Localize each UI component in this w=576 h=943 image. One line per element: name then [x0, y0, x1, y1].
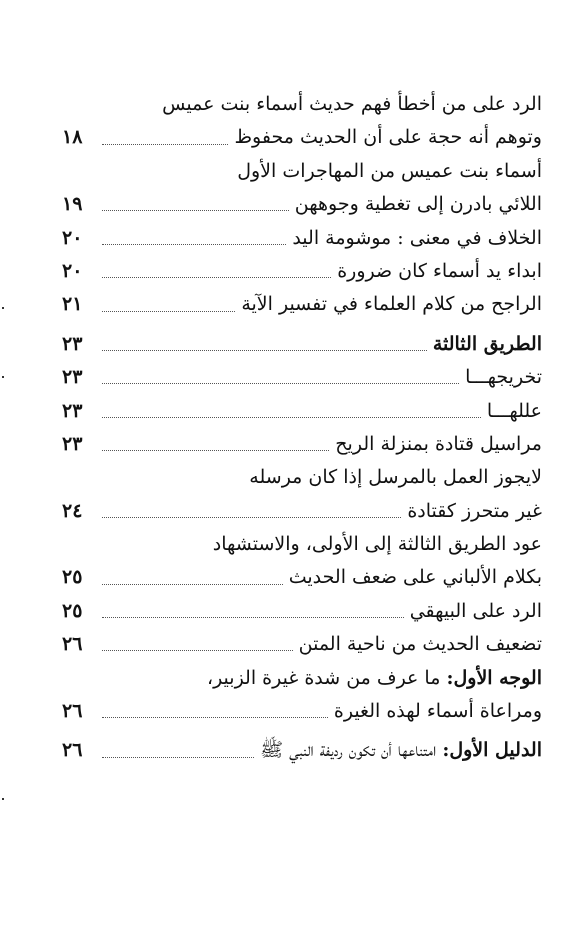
toc-page-number: ٢٣ [62, 366, 83, 389]
toc-entry [62, 395, 542, 428]
toc-section-heading [62, 328, 542, 361]
scan-speck [2, 307, 4, 309]
dot-leader [102, 717, 328, 718]
toc-page-number: ٢٣ [62, 399, 83, 422]
toc-entry [62, 255, 542, 288]
dot-leader [102, 383, 459, 384]
toc-entry-title: وتوهم أنه حجة على أن الحديث محفوظ [234, 126, 542, 149]
toc-page-number: ٢١ [62, 293, 83, 316]
dot-leader [102, 144, 228, 145]
toc-entry [62, 155, 542, 188]
toc-entry [62, 361, 542, 394]
toc-entry [62, 528, 542, 561]
toc-entry [62, 734, 542, 767]
toc-page-number: ٢٦ [62, 633, 83, 656]
toc-entry-title: تخريجهـــا [465, 366, 542, 389]
dot-leader [102, 244, 286, 245]
toc-entry-title: لايجوز العمل بالمرسل إذا كان مرسله [249, 466, 542, 489]
toc-entry [62, 288, 542, 321]
toc-entry [62, 628, 542, 661]
toc-entry-title: الرد على من أخطأ فهم حديث أسماء بنت عميس [162, 93, 542, 115]
toc-entry [62, 121, 542, 154]
toc-page-number: ٢٠ [62, 259, 83, 282]
toc-entry-title: غير متحرز كقتادة [407, 499, 542, 522]
toc-entry [62, 188, 542, 221]
toc-entry-title: الرد على البيهقي [409, 599, 542, 622]
toc-entry [62, 495, 542, 528]
dot-leader [102, 311, 235, 312]
toc-entry [62, 561, 542, 594]
toc-entry [62, 662, 542, 695]
toc-page-number: ١٩ [62, 193, 83, 216]
toc-page-number: ٢٣ [62, 332, 83, 355]
toc-entry-title: ابداء يد أسماء كان ضرورة [337, 259, 542, 282]
toc-page-number: ٢٥ [62, 599, 83, 622]
toc-entry-title: الدليل الأول: امتناعها أن تكون رديفة النبي ﷺ [260, 739, 542, 762]
toc-entry-title: بكلام الألباني على ضعف الحديث [288, 566, 542, 589]
toc-page-number: ٢٤ [62, 499, 83, 522]
toc-entry-title: اللائي بادرن إلى تغطية وجوههن [294, 193, 542, 216]
dot-leader [102, 210, 289, 211]
toc-entry-title: الراجح من كلام العلماء في تفسير الآية [241, 293, 542, 316]
dot-leader [102, 277, 331, 278]
toc-page-number: ٢٦ [62, 700, 83, 723]
dot-leader [102, 617, 404, 618]
toc-page-number: ٢٦ [62, 739, 83, 762]
toc-entry-title: أسماء بنت عميس من المهاجرات الأول [237, 159, 542, 182]
dot-leader [102, 757, 254, 758]
dot-leader [102, 584, 283, 585]
scan-speck [2, 798, 4, 800]
dot-leader [102, 517, 401, 518]
toc-entry-title: تضعيف الحديث من ناحية المتن [298, 633, 542, 656]
toc-entry [62, 461, 542, 494]
toc-entry [62, 595, 542, 628]
toc-entry-title: مراسيل قتادة بمنزلة الريح [335, 432, 542, 455]
toc-entry-title: الطريق الثالثة [432, 332, 542, 355]
dot-leader [102, 450, 329, 451]
dot-leader [102, 650, 293, 651]
toc-page-number: ٢٠ [62, 226, 83, 249]
toc-entry [62, 88, 542, 121]
scan-speck [2, 376, 4, 378]
toc-page-number: ٢٣ [62, 432, 83, 455]
table-of-contents [62, 88, 542, 768]
toc-entry [62, 695, 542, 728]
toc-entry-title: الوجه الأول: ما عرف من شدة غيرة الزبير، [206, 666, 542, 689]
toc-page-number: ٢٥ [62, 566, 83, 589]
toc-entry-title: عود الطريق الثالثة إلى الأولى، والاستشهاد [212, 533, 542, 556]
toc-entry [62, 222, 542, 255]
toc-entry-title: عللهـــا [486, 399, 542, 422]
toc-entry-title: الخلاف في معنى : موشومة اليد [292, 226, 542, 249]
toc-entry-title: ومراعاة أسماء لهذه الغيرة [333, 700, 542, 723]
toc-page-number: ١٨ [62, 126, 83, 149]
dot-leader [102, 350, 427, 351]
dot-leader [102, 417, 481, 418]
toc-entry [62, 428, 542, 461]
